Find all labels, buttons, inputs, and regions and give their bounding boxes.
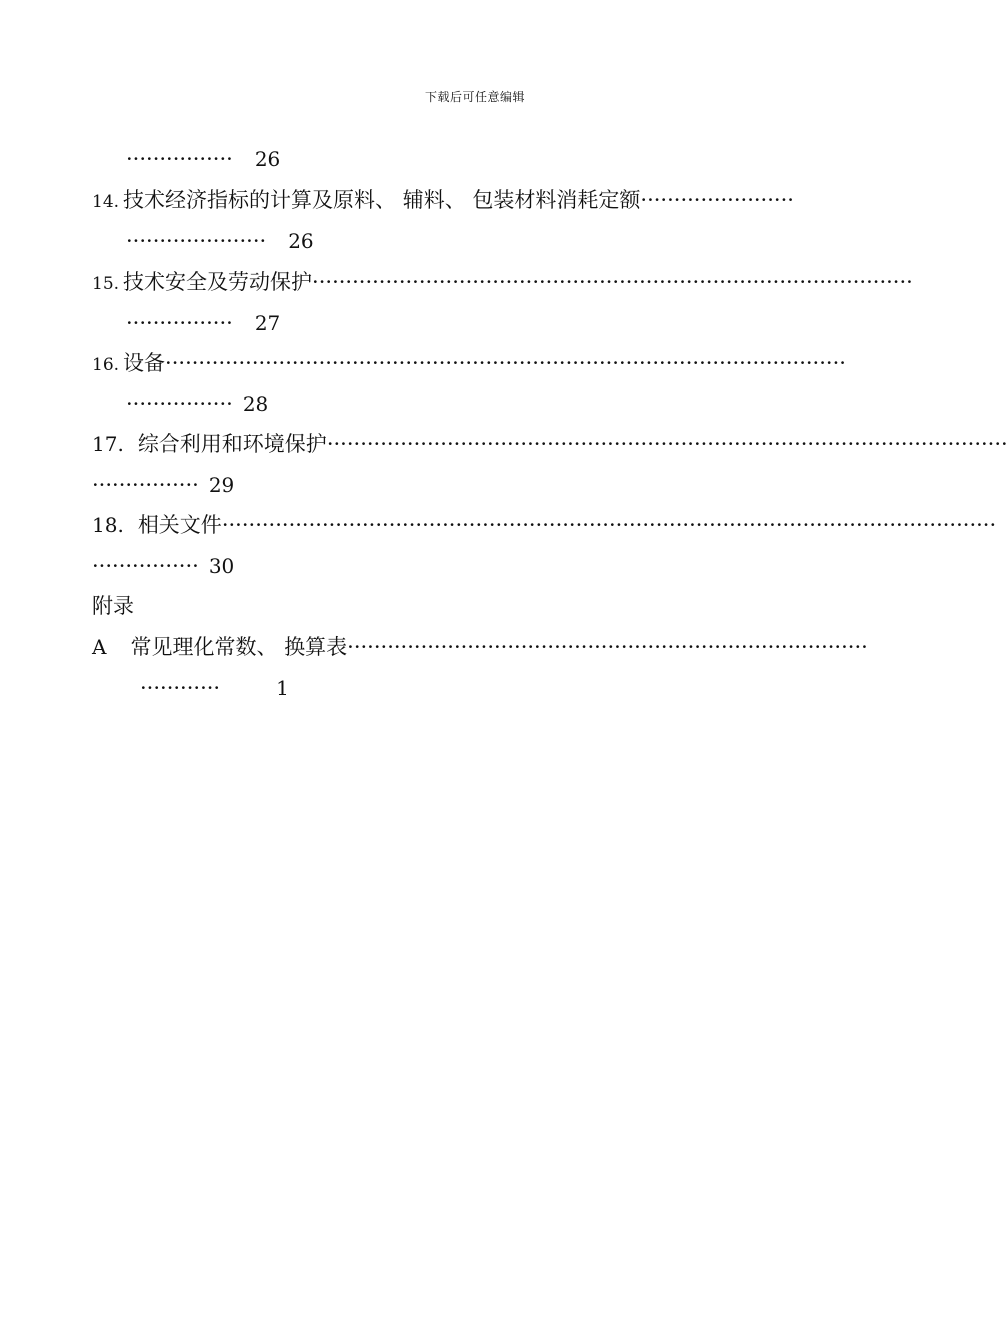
- toc-leader-dots: ················: [126, 392, 233, 416]
- toc-page-number: 26: [288, 229, 314, 253]
- toc-entry-title: 相关文件: [137, 513, 222, 537]
- toc-entry-title: 综合利用和环境保护: [137, 432, 327, 456]
- toc-entry-title: 常见理化常数、 换算表: [130, 635, 348, 659]
- toc-page-number: 26: [254, 147, 281, 171]
- toc-entry-14-continuation: [92, 226, 918, 256]
- toc-page-number: 30: [208, 554, 235, 578]
- toc-entry-18[interactable]: [92, 510, 997, 540]
- toc-entry-15[interactable]: [92, 267, 913, 297]
- toc-entry-number: 17.: [92, 432, 124, 456]
- toc-page-number: 27: [254, 311, 281, 335]
- appendix-heading: 附录: [92, 594, 134, 618]
- toc-leader-dots: ·······················: [640, 188, 794, 212]
- toc-appendix-letter: A: [92, 635, 107, 659]
- toc-leader-dots: ················: [126, 147, 233, 171]
- toc-entry-15-continuation: [92, 308, 918, 338]
- toc-page-number: 28: [242, 392, 269, 416]
- toc-entry-17-continuation: [92, 470, 884, 500]
- toc-entry-title: 设备: [123, 351, 166, 375]
- toc-entry-17[interactable]: [92, 429, 1008, 459]
- toc-entry-16-continuation: [92, 389, 918, 419]
- toc-leader-dots: ····················································································································: [221, 513, 997, 537]
- toc-entry-number: 15.: [92, 274, 120, 294]
- toc-leader-dots: ······································································································: [326, 432, 1008, 456]
- toc-leader-dots: ······································································································: [165, 351, 846, 375]
- toc-page-number: 1: [276, 676, 289, 700]
- toc-page-number: 29: [208, 473, 235, 497]
- page-header: 下载后可任意编辑: [424, 90, 525, 104]
- toc-entry-18-continuation: [92, 551, 884, 581]
- toc-leader-dots: ··························································································: [312, 270, 913, 294]
- toc-leader-dots: ················: [92, 473, 199, 497]
- toc-appendix-a-continuation: [92, 673, 932, 703]
- toc-leader-dots: ··············································································: [347, 635, 868, 659]
- toc-entry-number: 16.: [92, 355, 120, 375]
- toc-entry-14[interactable]: [92, 185, 884, 215]
- toc-leader-dots: ················: [126, 311, 233, 335]
- toc-entry-number: 14.: [92, 192, 120, 212]
- toc-entry-number: 18.: [92, 513, 124, 537]
- toc-entry-title: 技术安全及劳动保护: [123, 270, 313, 294]
- toc-entry-title: 技术经济指标的计算及原料、 辅料、 包装材料消耗定额: [123, 188, 641, 212]
- toc-leader-dots: ·····················: [126, 229, 267, 253]
- toc-leader-dots: ················: [92, 554, 199, 578]
- toc-continuation-line: [92, 144, 918, 174]
- toc-entry-16[interactable]: [92, 348, 884, 378]
- toc-appendix-a[interactable]: [92, 632, 884, 662]
- toc-leader-dots: ············: [140, 676, 221, 700]
